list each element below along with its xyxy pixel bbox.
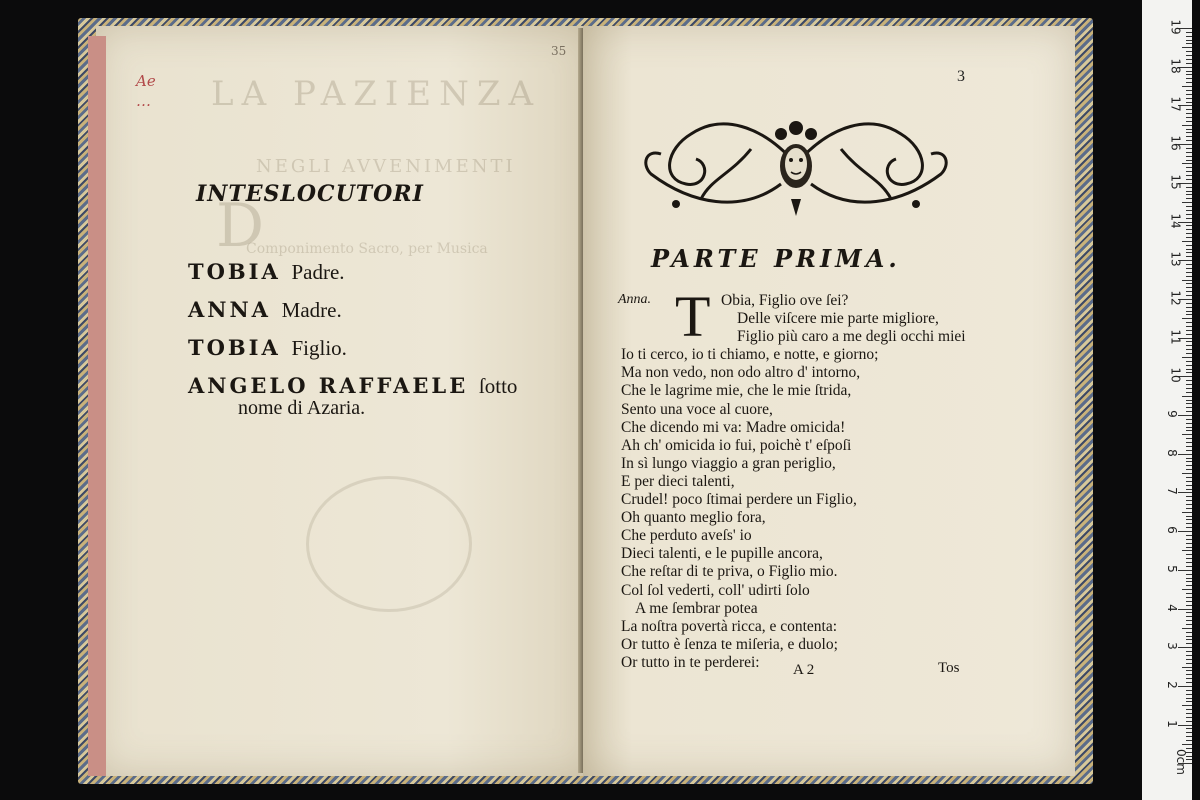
ruler-tick [1186,388,1192,389]
ruler-tick [1186,291,1192,292]
ruler-label: 6 [1164,526,1179,534]
verse-line: Col ſol vederti, coll' udirti ſolo [621,581,810,599]
verse-line: E per dieci talenti, [621,472,735,490]
ruler-label: 5 [1164,564,1179,573]
verse-line: A me ſembrar potea [635,599,758,617]
ruler-tick [1186,160,1192,161]
ruler-tick [1186,639,1192,640]
ruler-tick [1186,717,1192,718]
catchword: Tos [938,660,960,676]
ruler-tick [1186,636,1192,637]
ruler-tick [1186,156,1192,157]
verse-text [621,292,1041,672]
ruler-tick [1186,504,1192,505]
verse-line: Or tutto è ſenza te miſeria, e duolo; [621,635,838,653]
verse-line: Delle viſcere mie parte migliore, [737,310,939,328]
ruler-tick [1186,380,1192,381]
ruler-tick [1186,535,1192,536]
ruler-tick [1186,713,1192,714]
ruler-tick [1182,202,1192,203]
ruler-tick [1186,605,1192,606]
ruler-tick [1186,152,1192,153]
ruler-tick [1186,198,1192,199]
ruler-label: 8 [1164,448,1179,457]
ruler-tick [1186,167,1192,168]
ruler-tick [1186,732,1192,733]
speaker-label: Anna. [618,292,652,307]
ruler-label: 1 [1164,719,1179,728]
ruler-tick [1186,194,1192,195]
ruler-tick [1186,345,1192,346]
ruler-tick [1182,125,1192,126]
ruler-tick [1186,245,1192,246]
ruler-tick [1186,411,1192,412]
ruler-tick [1186,736,1192,737]
ruler-tick [1186,574,1192,575]
ruler-tick [1178,531,1192,532]
ruler-tick [1186,136,1192,137]
ruler-tick [1186,489,1192,490]
ruler-tick [1186,566,1192,567]
ruler-tick [1182,744,1192,745]
ruler-tick [1186,562,1192,563]
ruler-tick [1186,113,1192,114]
ruler-tick [1186,543,1192,544]
ruler-tick [1186,674,1192,675]
ruler-tick [1186,214,1192,215]
interlocutors-heading: INTESLOCUTORI [196,181,424,207]
ruler-tick [1186,458,1192,459]
ruler-tick [1186,616,1192,617]
ruler-tick [1186,40,1192,41]
page-edge [88,36,106,776]
drop-cap: T [675,284,711,349]
ruler-tick [1186,43,1192,44]
ruler-tick [1186,496,1192,497]
ruler-tick [1186,229,1192,230]
ruler-tick [1186,651,1192,652]
ruler-tick [1186,485,1192,486]
ruler-tick [1186,341,1192,342]
ruler-tick [1186,330,1192,331]
ruler-tick [1186,442,1192,443]
ruler-tick [1186,659,1192,660]
measurement-ruler [1142,0,1192,800]
ruler-tick [1182,550,1192,551]
ruler-tick [1182,434,1192,435]
ruler-tick [1186,311,1192,312]
ruler-label: 9 [1164,410,1179,418]
verse-line: Che reſtar di te priva, o Figlio mio. [621,563,838,581]
ruler-tick [1186,349,1192,350]
ruler-tick [1186,148,1192,149]
ruler-tick [1186,129,1192,130]
ruler-tick [1186,175,1192,176]
character-name: TOBIA [188,259,281,284]
ruler-tick [1186,384,1192,385]
show-through-text: NEGLI AVVENIMENTI [256,156,516,177]
ruler-tick [1186,558,1192,559]
ruler-tick [1182,667,1192,668]
ruler-tick [1186,690,1192,691]
ruler-tick [1186,578,1192,579]
ruler-tick [1186,581,1192,582]
ruler-label: 13 [1168,251,1183,267]
ruler-tick [1186,307,1192,308]
character-list [188,259,517,432]
show-through-emblem [306,476,472,612]
left-page [96,26,596,776]
ruler-tick [1186,655,1192,656]
ruler-tick [1186,264,1192,265]
ruler-tick [1186,90,1192,91]
ruler-tick [1186,295,1192,296]
ruler-tick [1186,117,1192,118]
ruler-tick [1186,446,1192,447]
ruler-tick [1186,597,1192,598]
ruler-tick [1186,508,1192,509]
ruler-tick [1182,512,1192,513]
ruler-tick [1182,47,1192,48]
ruler-tick [1186,585,1192,586]
ruler-tick [1182,589,1192,590]
ruler-tick [1186,233,1192,234]
ruler-tick [1178,647,1192,648]
ruler-label: 12 [1168,290,1183,306]
ruler-tick [1186,237,1192,238]
ruler-tick [1186,740,1192,741]
ruler-tick [1186,547,1192,548]
character-name: TOBIA [188,335,281,360]
ruler-label: 18 [1168,58,1183,74]
ruler-tick [1186,287,1192,288]
ruler-tick [1186,516,1192,517]
character-role: Figlio. [291,336,347,360]
verse-line: Ah ch' omicida io fui, poichè t' eſpoſi [621,436,852,454]
ruler-tick [1186,481,1192,482]
ruler-tick [1182,163,1192,164]
ruler-tick [1186,632,1192,633]
ruler-label: 15 [1168,174,1183,190]
character-name: ANGELO RAFFAELE [188,373,469,398]
ruler-tick [1178,609,1192,610]
verse-line: Or tutto in te perderei: [621,653,760,671]
verse-line: Crudel! poco ſtimai perdere un Figlio, [621,491,857,509]
ruler-tick [1182,318,1192,319]
ruler-tick [1182,357,1192,358]
ruler-tick [1186,612,1192,613]
verse-line: In sì lungo viaggio a gran periglio, [621,454,836,472]
ruler-tick [1186,728,1192,729]
ruler-tick [1186,218,1192,219]
ruler-tick [1186,392,1192,393]
ruler-tick [1186,109,1192,110]
ruler-tick [1182,473,1192,474]
ruler-tick [1186,252,1192,253]
ruler-tick [1186,322,1192,323]
ruler-tick [1186,82,1192,83]
ruler-tick [1186,407,1192,408]
ruler-tick [1186,314,1192,315]
ruler-tick [1182,241,1192,242]
ruler-label: 7 [1164,487,1179,496]
ruler-tick [1186,32,1192,33]
ruler-tick [1186,620,1192,621]
ruler-tick [1186,663,1192,664]
signature-mark: A 2 [793,662,815,678]
ruler-tick [1186,709,1192,710]
ruler-tick [1182,86,1192,87]
ruler-tick [1186,187,1192,188]
ruler-tick [1186,36,1192,37]
ruler-tick [1186,682,1192,683]
ruler-tick [1182,628,1192,629]
ruler-tick [1186,303,1192,304]
ruler-tick [1186,500,1192,501]
ruler-tick [1178,492,1192,493]
ruler-tick [1182,396,1192,397]
character-role-continuation: nome di Azaria. [238,397,366,419]
ruler-tick [1186,256,1192,257]
show-through-text: Componimento Sacro, per Musica [246,241,488,257]
ruler-tick [1186,132,1192,133]
ruler-tick [1186,51,1192,52]
character-entry [188,259,517,285]
ruler-tick [1186,527,1192,528]
ruler-tick [1178,686,1192,687]
ruler-tick [1186,191,1192,192]
ruler-tick [1186,326,1192,327]
verse-line: Che dicendo mi va: Madre omicida! [621,418,846,436]
ruler-label: 0cm [1173,749,1188,776]
ruler-tick [1186,465,1192,466]
ruler-tick [1186,643,1192,644]
ruler-tick [1182,705,1192,706]
ruler-tick [1186,365,1192,366]
ruler-tick [1186,450,1192,451]
ruler-tick [1186,721,1192,722]
ruler-tick [1186,121,1192,122]
open-book [78,18,1093,784]
ruler-tick [1186,423,1192,424]
verse-line: Sento una voce al cuore, [621,400,773,418]
ruler-tick [1186,430,1192,431]
character-role: ſotto [478,374,518,398]
ruler-tick [1186,353,1192,354]
ruler-label: 11 [1168,328,1183,345]
character-role: Madre. [281,298,342,322]
verse-line: Oh quanto meglio fora, [621,509,766,527]
character-entry [188,335,517,361]
ruler-tick [1186,539,1192,540]
ruler-label: 19 [1168,19,1183,35]
ruler-tick [1186,276,1192,277]
show-through-text: D [216,191,265,261]
ruler-tick [1182,280,1192,281]
ruler-tick [1186,670,1192,671]
ruler-tick [1186,94,1192,95]
ruler-tick [1186,78,1192,79]
ruler-tick [1186,469,1192,470]
ruler-tick [1178,725,1192,726]
ruler-tick [1186,403,1192,404]
verse-line: Obia, Figlio ove ſei? [721,292,849,309]
ruler-label: 10 [1168,367,1183,383]
ruler-tick [1186,361,1192,362]
ruler-tick [1186,438,1192,439]
headpiece-ornament-icon [631,104,961,224]
part-title: PARTE PRIMA. [651,244,901,273]
ruler-tick [1186,400,1192,401]
ruler-tick [1178,454,1192,455]
ruler-label: 2 [1164,681,1179,689]
handwritten-margin-mark: Ae … [136,72,156,110]
ruler-tick [1186,601,1192,602]
verse-line: Dieci talenti, e le pupille ancora, [621,545,823,563]
ruler-tick [1186,519,1192,520]
ruler-tick [1186,55,1192,56]
ruler-tick [1186,694,1192,695]
ruler-tick [1186,698,1192,699]
page-number: 3 [957,68,965,85]
ruler-tick [1186,369,1192,370]
ruler-tick [1186,554,1192,555]
ruler-tick [1178,570,1192,571]
ruler-tick [1186,678,1192,679]
ruler-tick [1186,206,1192,207]
ruler-label: 17 [1168,96,1183,113]
ruler-tick [1186,523,1192,524]
ruler-tick [1186,334,1192,335]
ruler-label: 3 [1164,642,1179,651]
ruler-tick [1186,225,1192,226]
ruler-tick [1186,102,1192,103]
verse-line: Che perduto aveſs' io [621,527,752,545]
ruler-tick [1186,63,1192,64]
ruler-tick [1186,179,1192,180]
verse-line: La noſtra povertà ricca, e contenta: [621,617,838,635]
ruler-tick [1186,427,1192,428]
ruler-tick [1186,210,1192,211]
character-name: ANNA [188,297,271,322]
ruler-tick [1186,593,1192,594]
ruler-tick [1186,71,1192,72]
verse-line: Figlio più caro a me degli occhi miei [737,328,966,346]
ruler-tick [1186,59,1192,60]
verse-line: Che le lagrime mie, che le mie ſtrida, [621,382,852,400]
ruler-tick [1186,419,1192,420]
ruler-tick [1186,477,1192,478]
ruler-tick [1186,171,1192,172]
corner-number: 35 [551,44,567,58]
ruler-tick [1186,249,1192,250]
ruler-tick [1186,283,1192,284]
ruler-tick [1186,372,1192,373]
ruler-label: 14 [1168,212,1183,229]
right-page [583,26,1075,776]
ruler-label: 16 [1168,135,1183,151]
ruler-tick [1186,272,1192,273]
ruler-tick [1186,624,1192,625]
character-entry [188,373,517,420]
ruler-tick [1178,415,1192,416]
verse-line: Io ti cerco, io ti chiamo, e notte, e giorno; [621,346,879,364]
ruler-tick [1186,701,1192,702]
show-through-text: LA PAZIENZA [211,74,542,114]
ruler-tick [1186,461,1192,462]
character-role: Padre. [291,260,345,284]
ruler-tick [1186,140,1192,141]
ruler-tick [1186,268,1192,269]
ruler-tick [1186,74,1192,75]
verse-line: Ma non vedo, non odo altro d' intorno, [621,364,861,382]
character-entry [188,297,517,323]
ruler-tick [1186,98,1192,99]
ruler-label: 4 [1164,603,1179,612]
